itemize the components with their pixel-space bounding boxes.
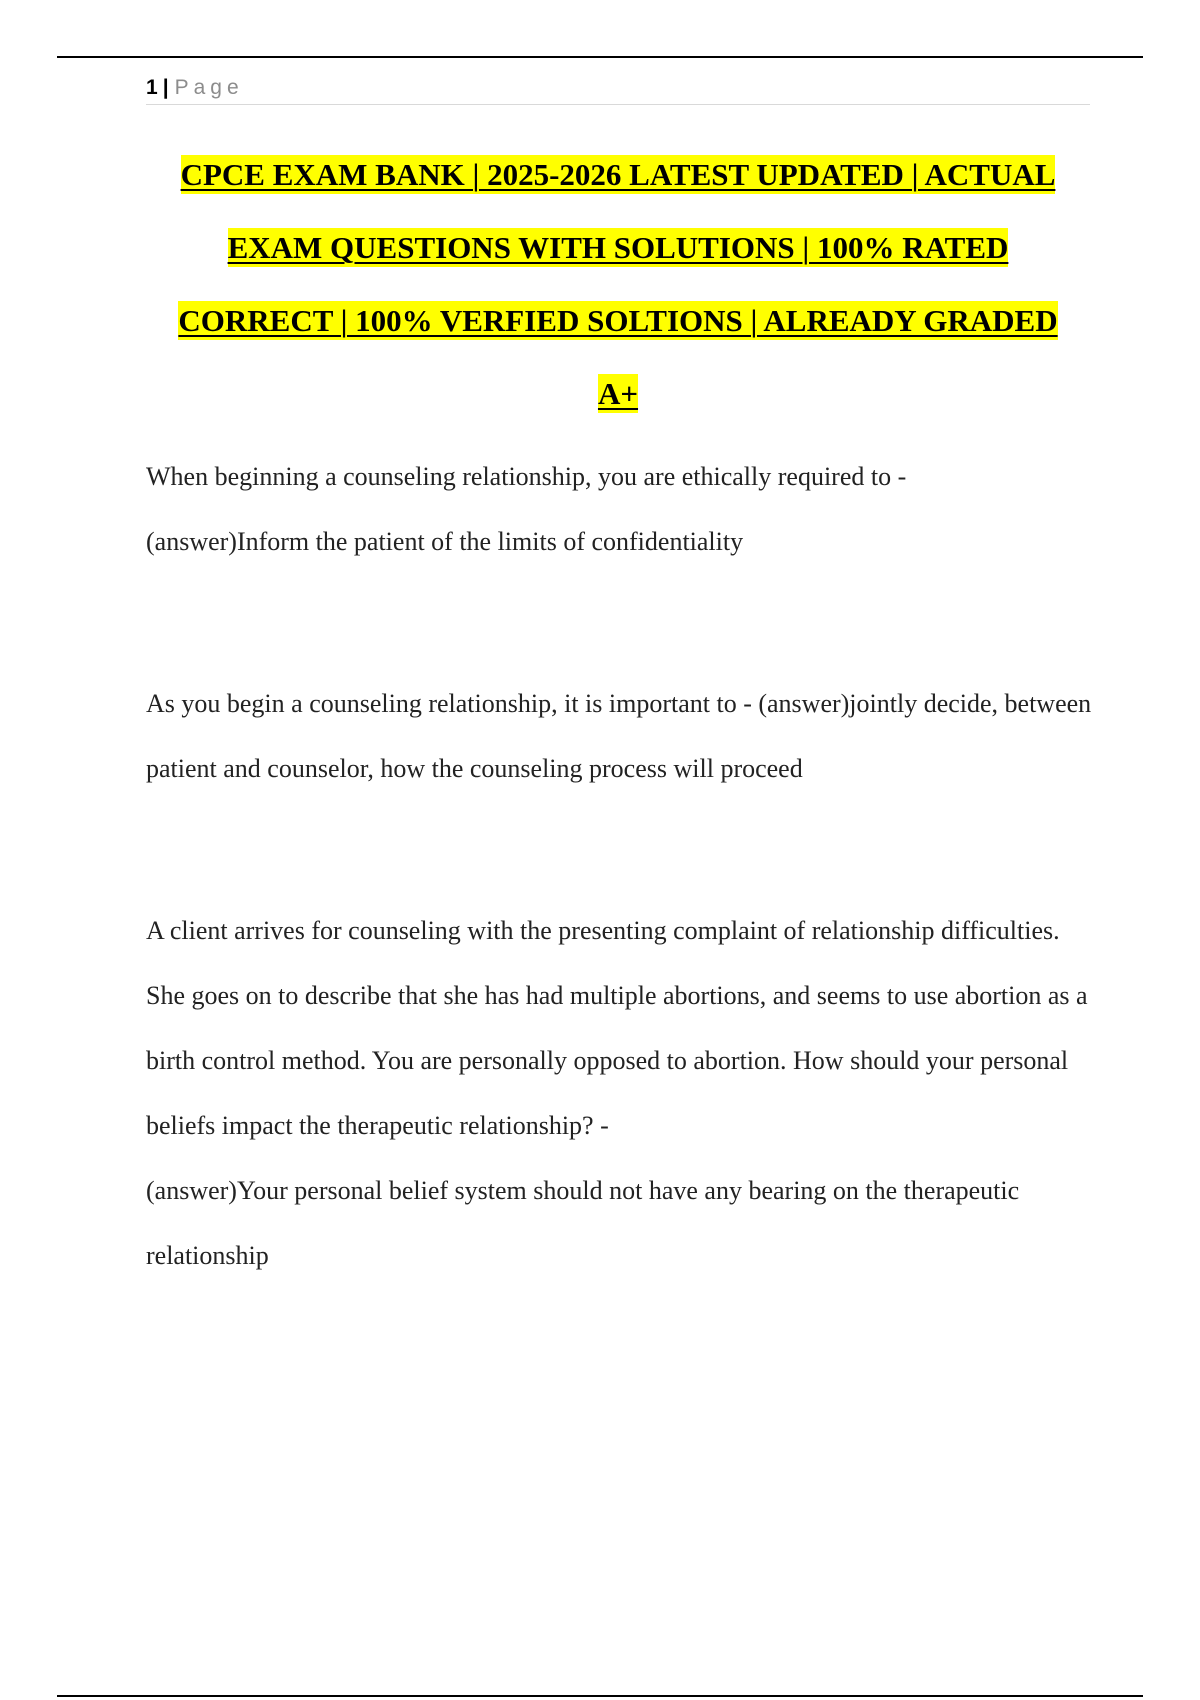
page-label: Page: [174, 76, 244, 99]
title-line-1: CPCE EXAM BANK | 2025-2026 LATEST UPDATED | ACTUAL: [180, 157, 1056, 192]
answer-text: (answer)Inform the patient of the limits of confidentiality: [146, 527, 744, 556]
title-line-3: CORRECT | 100% VERFIED SOLTIONS | ALREADY GRADED: [178, 303, 1058, 338]
top-rule: [57, 56, 1143, 58]
page-header: [146, 74, 1090, 105]
title-line-4: A+: [597, 376, 639, 411]
page-separator: |: [162, 76, 169, 99]
answer-text: (answer)jointly decide, between patient and counselor, how the counseling process will proceed: [146, 689, 1092, 783]
qa-item: [146, 898, 1096, 1288]
bottom-rule: [57, 1695, 1143, 1697]
qa-item: [146, 671, 1096, 801]
answer-text: (answer)Your personal belief system should not have any bearing on the therapeutic relationship: [146, 1176, 1020, 1270]
page-number: 1: [146, 76, 158, 99]
question-text: As you begin a counseling relationship, it is important to -: [146, 689, 752, 718]
qa-item: [146, 444, 1096, 574]
question-text: When beginning a counseling relationship, you are ethically required to -: [146, 462, 907, 491]
title-line-2: EXAM QUESTIONS WITH SOLUTIONS | 100% RATED: [227, 230, 1009, 265]
question-text: A client arrives for counseling with the presenting complaint of relationship difficulties. She goes on to describe that she has had multiple abortions, and seems to use abortion as a birth control method. You are personally opposed to abortion. How should your personal beliefs impact the therapeutic relationship? -: [146, 916, 1088, 1140]
document-title: [140, 138, 1096, 430]
